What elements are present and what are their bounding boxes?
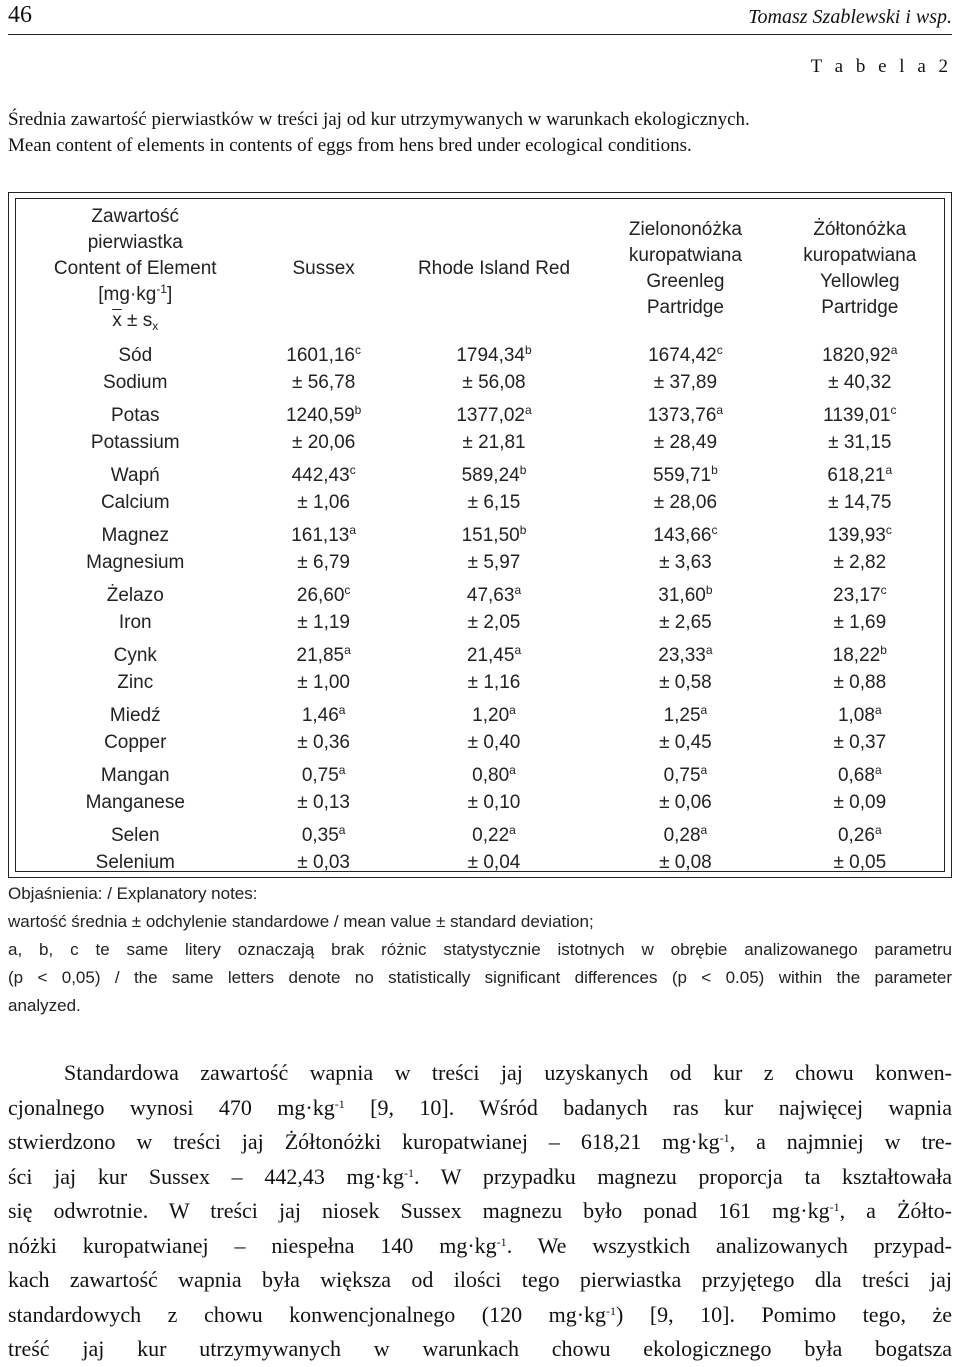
mean-value-line [776, 582, 944, 609]
mean-value: 23,17 [833, 585, 881, 606]
standard-deviation: ± 3,63 [659, 552, 712, 573]
significance-letter: a [700, 763, 708, 777]
mean-value: 0,80 [472, 765, 510, 786]
unit-exponent: -1 [334, 1096, 345, 1111]
table-row [16, 579, 944, 639]
text-run: . We wszystkich analizowanych przypad- [506, 1232, 952, 1258]
standard-deviation: ± 1,00 [297, 672, 350, 693]
mean-value: 151,50 [461, 525, 520, 546]
notes-line-3: (p < 0,05) / the same letters denote no statistically significant differences (p < 0.05) within the parameter [8, 968, 952, 987]
table-row [16, 459, 944, 519]
mean-value: 21,45 [466, 645, 515, 666]
value-cell [393, 399, 595, 459]
table-row [16, 639, 944, 699]
significance-letter: a [509, 823, 516, 837]
mean-value: 1601,16 [286, 345, 355, 366]
mean-value-line [255, 642, 393, 669]
value-cell [776, 639, 944, 699]
significance-letter: c [354, 343, 361, 357]
standard-deviation: ± 0,03 [297, 852, 350, 873]
element-name-pl: Wapń [110, 465, 160, 486]
significance-letter: b [354, 403, 362, 417]
standard-deviation: ± 0,09 [833, 792, 887, 813]
element-name-en: Potassium [90, 432, 180, 453]
standard-deviation: ± 6,15 [467, 492, 521, 513]
significance-letter: a [885, 463, 893, 477]
mean-value: 21,85 [296, 645, 345, 666]
value-cell [595, 459, 775, 519]
paragraph-line [8, 1160, 952, 1195]
mean-value: 0,75 [663, 765, 701, 786]
value-cell [393, 819, 595, 879]
value-cell [393, 459, 595, 519]
mean-value-line [595, 462, 775, 489]
mean-value-line [776, 822, 944, 849]
value-cell [776, 339, 944, 399]
significance-letter: a [514, 643, 522, 657]
standard-deviation: ± 0,40 [467, 732, 521, 753]
value-cell [776, 699, 944, 759]
mean-value: 0,26 [837, 825, 875, 846]
table-body [16, 339, 944, 879]
element-name-cell [16, 699, 255, 759]
element-name-cell [16, 519, 255, 579]
mean-value-line [393, 462, 595, 489]
mean-value: 18,22 [832, 645, 881, 666]
element-name-cell [16, 639, 255, 699]
unit-exponent: -1 [496, 1234, 507, 1249]
table-row [16, 699, 944, 759]
header-breed-line: Żółtonóżka [813, 219, 907, 240]
element-name-pl: Cynk [113, 645, 157, 666]
header-breed-sussex [255, 199, 393, 339]
standard-deviation: ± 0,04 [467, 852, 521, 873]
paragraph-line [8, 1194, 952, 1229]
text-run: ) [9, 10]. Pomimo tego, że [616, 1301, 952, 1327]
value-cell [595, 339, 775, 399]
unit-exponent: -1 [606, 1303, 617, 1318]
value-cell [255, 579, 393, 639]
unit-exponent: -1 [403, 1165, 414, 1180]
notes-line-1: wartość średnia ± odchylenie standardowe / mean value ± standard deviation; [8, 912, 594, 931]
mean-value: 0,68 [837, 765, 875, 786]
value-cell [393, 759, 595, 819]
table-row [16, 819, 944, 879]
text-run: , a Żółto- [839, 1198, 952, 1223]
standard-deviation: ± 0,05 [833, 852, 887, 873]
mean-value: 139,93 [827, 525, 886, 546]
value-cell [255, 639, 393, 699]
element-name-en: Selenium [95, 852, 175, 873]
mean-value-line [255, 342, 393, 369]
mean-value-line [393, 702, 595, 729]
standard-deviation: ± 2,05 [467, 612, 521, 633]
header-breed-yellowleg-partridge [776, 199, 944, 339]
value-cell [255, 819, 393, 879]
explanatory-notes [8, 880, 952, 1020]
paragraph-line [8, 1263, 952, 1298]
header-breed-line: Sussex [292, 258, 355, 279]
standard-deviation: ± 0,37 [833, 732, 887, 753]
header-unit: $[mg\cdot kg^{-1}]$ [98, 282, 173, 305]
header-breed-line: Greenleg [646, 271, 725, 292]
mean-value: 0,75 [301, 765, 339, 786]
significance-letter: a [338, 823, 346, 837]
significance-letter: c [344, 583, 351, 597]
significance-letter: c [885, 523, 892, 537]
mean-value-line [393, 822, 595, 849]
paragraph-line [8, 1125, 952, 1160]
mean-value: 23,33 [658, 645, 706, 666]
text-run: cjonalnego wynosi 470 mg·kg [8, 1094, 335, 1120]
mean-value: 1,20 [472, 705, 510, 726]
page-number: 46 [8, 2, 32, 28]
notes-line-4: analyzed. [8, 996, 81, 1015]
element-name-cell [16, 819, 255, 879]
mean-value-line [255, 462, 393, 489]
standard-deviation: ± 56,08 [462, 372, 526, 393]
mean-value-line [776, 462, 944, 489]
significance-letter: a [890, 343, 898, 357]
mean-value-line [595, 582, 775, 609]
standard-deviation: ± 1,16 [467, 672, 521, 693]
element-name-en: Magnesium [86, 552, 185, 573]
header-breed-line: Zielononóżka [628, 219, 742, 240]
table-caption [8, 107, 750, 159]
mean-value: 1794,34 [456, 345, 525, 366]
value-cell [255, 759, 393, 819]
caption-polish: Średnia zawartość pierwiastków w treści jaj od kur utrzymywanych w warunkach ekologicznych. [8, 109, 750, 130]
significance-letter: a [700, 703, 708, 717]
significance-letter: a [509, 703, 516, 717]
significance-letter: a [525, 403, 532, 417]
header-breed-line: Partridge [646, 297, 724, 318]
mean-value: 1674,42 [648, 345, 717, 366]
text-run: treść jaj kur utrzymywanych w warunkach chowu ekologicznego była bogatsza [8, 1336, 952, 1361]
value-cell [595, 519, 775, 579]
table-row [16, 339, 944, 399]
element-name-en: Copper [104, 732, 167, 753]
mean-value-line [255, 822, 393, 849]
significance-letter: a [874, 763, 882, 777]
text-run: nóżki kuropatwianej – niespełna 140 mg·kg [8, 1232, 497, 1258]
mean-value-line [595, 402, 775, 429]
mean-value-line [595, 762, 775, 789]
header-breed-rhode-island-red [393, 199, 595, 339]
standard-deviation: ± 1,19 [297, 612, 350, 633]
element-name-pl: Magnez [101, 525, 170, 546]
significance-letter: c [349, 463, 356, 477]
mean-value-line [776, 522, 944, 549]
paragraph-line [8, 1332, 952, 1367]
standard-deviation: ± 40,32 [828, 372, 892, 393]
standard-deviation: ± 31,15 [828, 432, 892, 453]
paragraph-line [8, 1091, 952, 1126]
mean-value: 1373,76 [647, 405, 717, 426]
value-cell [595, 819, 775, 879]
significance-letter: a [509, 763, 516, 777]
mean-value-line [393, 582, 595, 609]
element-name-cell [16, 579, 255, 639]
value-cell [595, 699, 775, 759]
element-name-cell [16, 399, 255, 459]
mean-value: 47,63 [466, 585, 515, 606]
standard-deviation: ± 20,06 [292, 432, 356, 453]
mean-value-line [393, 762, 595, 789]
significance-letter: b [705, 583, 713, 597]
significance-letter: b [519, 463, 527, 477]
mean-value: 161,13 [291, 525, 350, 546]
mean-value: 1139,01 [823, 405, 891, 426]
value-cell [393, 639, 595, 699]
element-name-en: Iron [118, 612, 152, 633]
value-cell [595, 579, 775, 639]
mean-value: 1,08 [837, 705, 875, 726]
standard-deviation: ± 28,06 [653, 492, 718, 513]
element-name-pl: Potas [110, 405, 160, 426]
mean-value: 1240,59 [285, 405, 355, 426]
header-breed-line: Partridge [821, 297, 899, 318]
unit-exponent: -1 [719, 1131, 730, 1145]
value-cell [776, 459, 944, 519]
element-name-cell [16, 759, 255, 819]
standard-deviation: ± 0,06 [659, 792, 712, 813]
element-name-cell [16, 459, 255, 519]
mean-value: 559,71 [653, 465, 712, 486]
standard-deviation: ± 1,06 [297, 492, 350, 513]
mean-value-line [255, 762, 393, 789]
mean-value-line [595, 642, 775, 669]
standard-deviation: ± 0,36 [297, 732, 350, 753]
body-paragraph [8, 1056, 952, 1367]
value-cell [255, 339, 393, 399]
value-cell [393, 699, 595, 759]
significance-letter: c [890, 403, 897, 417]
paragraph-line [8, 1056, 952, 1091]
value-cell [776, 759, 944, 819]
significance-letter: a [716, 403, 724, 417]
mean-value-line [595, 822, 775, 849]
text-run: standardowych z chowu konwencjonalnego (120 mg·kg [8, 1301, 607, 1327]
text-run: kach zawartość wapnia była większa od ilości tego pierwiastka przyjętego dla treści jaj [8, 1267, 952, 1292]
value-cell [393, 519, 595, 579]
text-run: , a najmniej w tre- [729, 1129, 952, 1154]
standard-deviation: ± 2,65 [659, 612, 712, 633]
standard-deviation: ± 14,75 [828, 492, 892, 513]
significance-letter: b [525, 343, 532, 357]
significance-letter: a [349, 523, 357, 537]
value-cell [776, 399, 944, 459]
running-head: Tomasz Szablewski i wsp. [748, 6, 952, 28]
table-row [16, 399, 944, 459]
mean-value: 442,43 [291, 465, 350, 486]
significance-letter: a [874, 703, 882, 717]
mean-value: 0,22 [472, 825, 510, 846]
text-run: ści jaj kur Sussex – 442,43 mg·kg [8, 1163, 404, 1189]
table-row [16, 759, 944, 819]
page-header [8, 0, 952, 35]
header-breed-line: kuropatwiana [803, 245, 917, 266]
significance-letter: a [344, 643, 351, 657]
header-breed-greenleg-partridge [595, 199, 775, 339]
header-breed-line: kuropatwiana [628, 245, 742, 266]
mean-value-line [255, 702, 393, 729]
standard-deviation: ± 0,45 [659, 732, 712, 753]
value-cell [776, 579, 944, 639]
significance-letter: a [514, 583, 522, 597]
standard-deviation: ± 5,97 [467, 552, 521, 573]
significance-letter: c [711, 523, 718, 537]
value-cell [255, 519, 393, 579]
element-name-pl: Mangan [100, 765, 170, 786]
significance-letter: a [338, 703, 346, 717]
value-cell [393, 579, 595, 639]
header-breed-line: Yellowleg [820, 271, 900, 292]
significance-letter: a [338, 763, 346, 777]
text-run: się odwrotnie. W treści jaj niosek Sussex magnezu było ponad 161 mg·kg [8, 1198, 830, 1223]
mean-value: 1377,02 [456, 405, 525, 426]
table-inner-frame [15, 198, 945, 872]
mean-value: 1,46 [301, 705, 339, 726]
significance-letter: b [519, 523, 527, 537]
mean-value-line [776, 402, 944, 429]
value-cell [595, 399, 775, 459]
element-content-table [16, 199, 944, 879]
mean-value: 589,24 [461, 465, 520, 486]
standard-deviation: ± 56,78 [292, 372, 356, 393]
mean-value: 0,35 [301, 825, 339, 846]
table-label: T a b e l a 2 [810, 56, 952, 77]
standard-deviation: ± 0,08 [659, 852, 712, 873]
standard-deviation: ± 2,82 [833, 552, 887, 573]
standard-deviation: ± 0,10 [467, 792, 521, 813]
mean-value-line [393, 342, 595, 369]
mean-value: 618,21 [827, 465, 886, 486]
notes-title: Objaśnienia: / Explanatory notes: [8, 884, 258, 903]
element-name-en: Sodium [103, 372, 168, 393]
mean-value: 1,25 [663, 705, 701, 726]
standard-deviation: ± 0,13 [297, 792, 350, 813]
significance-letter: a [705, 643, 713, 657]
mean-value-line [776, 342, 944, 369]
caption-english: Mean content of elements in contents of eggs from hens bred under ecological conditions. [8, 135, 692, 156]
mean-value-line [393, 402, 595, 429]
header-breed-line: Rhode Island Red [417, 258, 571, 279]
significance-letter: a [874, 823, 882, 837]
significance-letter: c [880, 583, 887, 597]
table-frame [8, 192, 952, 878]
standard-deviation: ± 21,81 [462, 432, 526, 453]
paragraph-line [8, 1298, 952, 1333]
element-name-en: Calcium [100, 492, 170, 513]
mean-value: 31,60 [658, 585, 706, 606]
mean-value: 26,60 [296, 585, 345, 606]
paragraph-line [8, 1229, 952, 1264]
notes-line-2: a, b, c te same litery oznaczają brak różnic statystycznie istotnych w obrębie analizowanego parametru [8, 940, 952, 959]
table-header-row [16, 199, 944, 339]
significance-letter: c [716, 343, 723, 357]
value-cell [255, 699, 393, 759]
significance-letter: b [711, 463, 718, 477]
text-run: . W przypadku magnezu proporcja ta kształtowała [413, 1163, 952, 1189]
element-name-pl: Żelazo [106, 585, 164, 606]
value-cell [776, 819, 944, 879]
mean-value-line [776, 702, 944, 729]
mean-value: 0,28 [663, 825, 701, 846]
mean-value: 1820,92 [822, 345, 891, 366]
element-name-en: Zinc [117, 672, 154, 693]
standard-deviation: ± 1,69 [833, 612, 887, 633]
element-name-pl: Sód [118, 345, 153, 366]
significance-letter: a [700, 823, 708, 837]
mean-value-line [255, 582, 393, 609]
mean-value-line [393, 642, 595, 669]
value-cell [776, 519, 944, 579]
mean-value-line [595, 522, 775, 549]
standard-deviation: ± 0,58 [659, 672, 712, 693]
header-element-column: Zawartość pierwiastka Content of Element $[mg\cdot kg^{-1}]$ $\overline{x} \pm s_x$ [16, 199, 255, 339]
element-name-pl: Selen [110, 825, 160, 846]
text-run: Standardowa zawartość wapnia w treści jaj uzyskanych od kur z chowu konwen- [64, 1060, 952, 1085]
value-cell [393, 339, 595, 399]
element-name-cell [16, 339, 255, 399]
standard-deviation: ± 6,79 [297, 552, 350, 573]
unit-exponent: -1 [829, 1200, 840, 1214]
mean-value: 143,66 [653, 525, 712, 546]
mean-value-line [255, 522, 393, 549]
value-cell [255, 399, 393, 459]
text-run: [9, 10]. Wśród badanych ras kur najwięcej wapnia [344, 1094, 952, 1120]
header-statistic: $\overline{x} \pm s_x$ [112, 310, 159, 333]
text-run: stwierdzono w treści jaj Żółtonóżki kuropatwianej – 618,21 mg·kg [8, 1129, 720, 1154]
element-name-pl: Miedź [109, 705, 161, 726]
mean-value-line [255, 402, 393, 429]
mean-value-line [595, 702, 775, 729]
standard-deviation: ± 28,49 [653, 432, 718, 453]
standard-deviation: ± 37,89 [653, 372, 718, 393]
value-cell [595, 639, 775, 699]
mean-value-line [776, 642, 944, 669]
standard-deviation: ± 0,88 [833, 672, 887, 693]
significance-letter: b [880, 643, 887, 657]
mean-value-line [393, 522, 595, 549]
value-cell [255, 459, 393, 519]
table-row [16, 519, 944, 579]
mean-value-line [595, 342, 775, 369]
element-name-en: Manganese [85, 792, 185, 813]
mean-value-line [776, 762, 944, 789]
value-cell [595, 759, 775, 819]
